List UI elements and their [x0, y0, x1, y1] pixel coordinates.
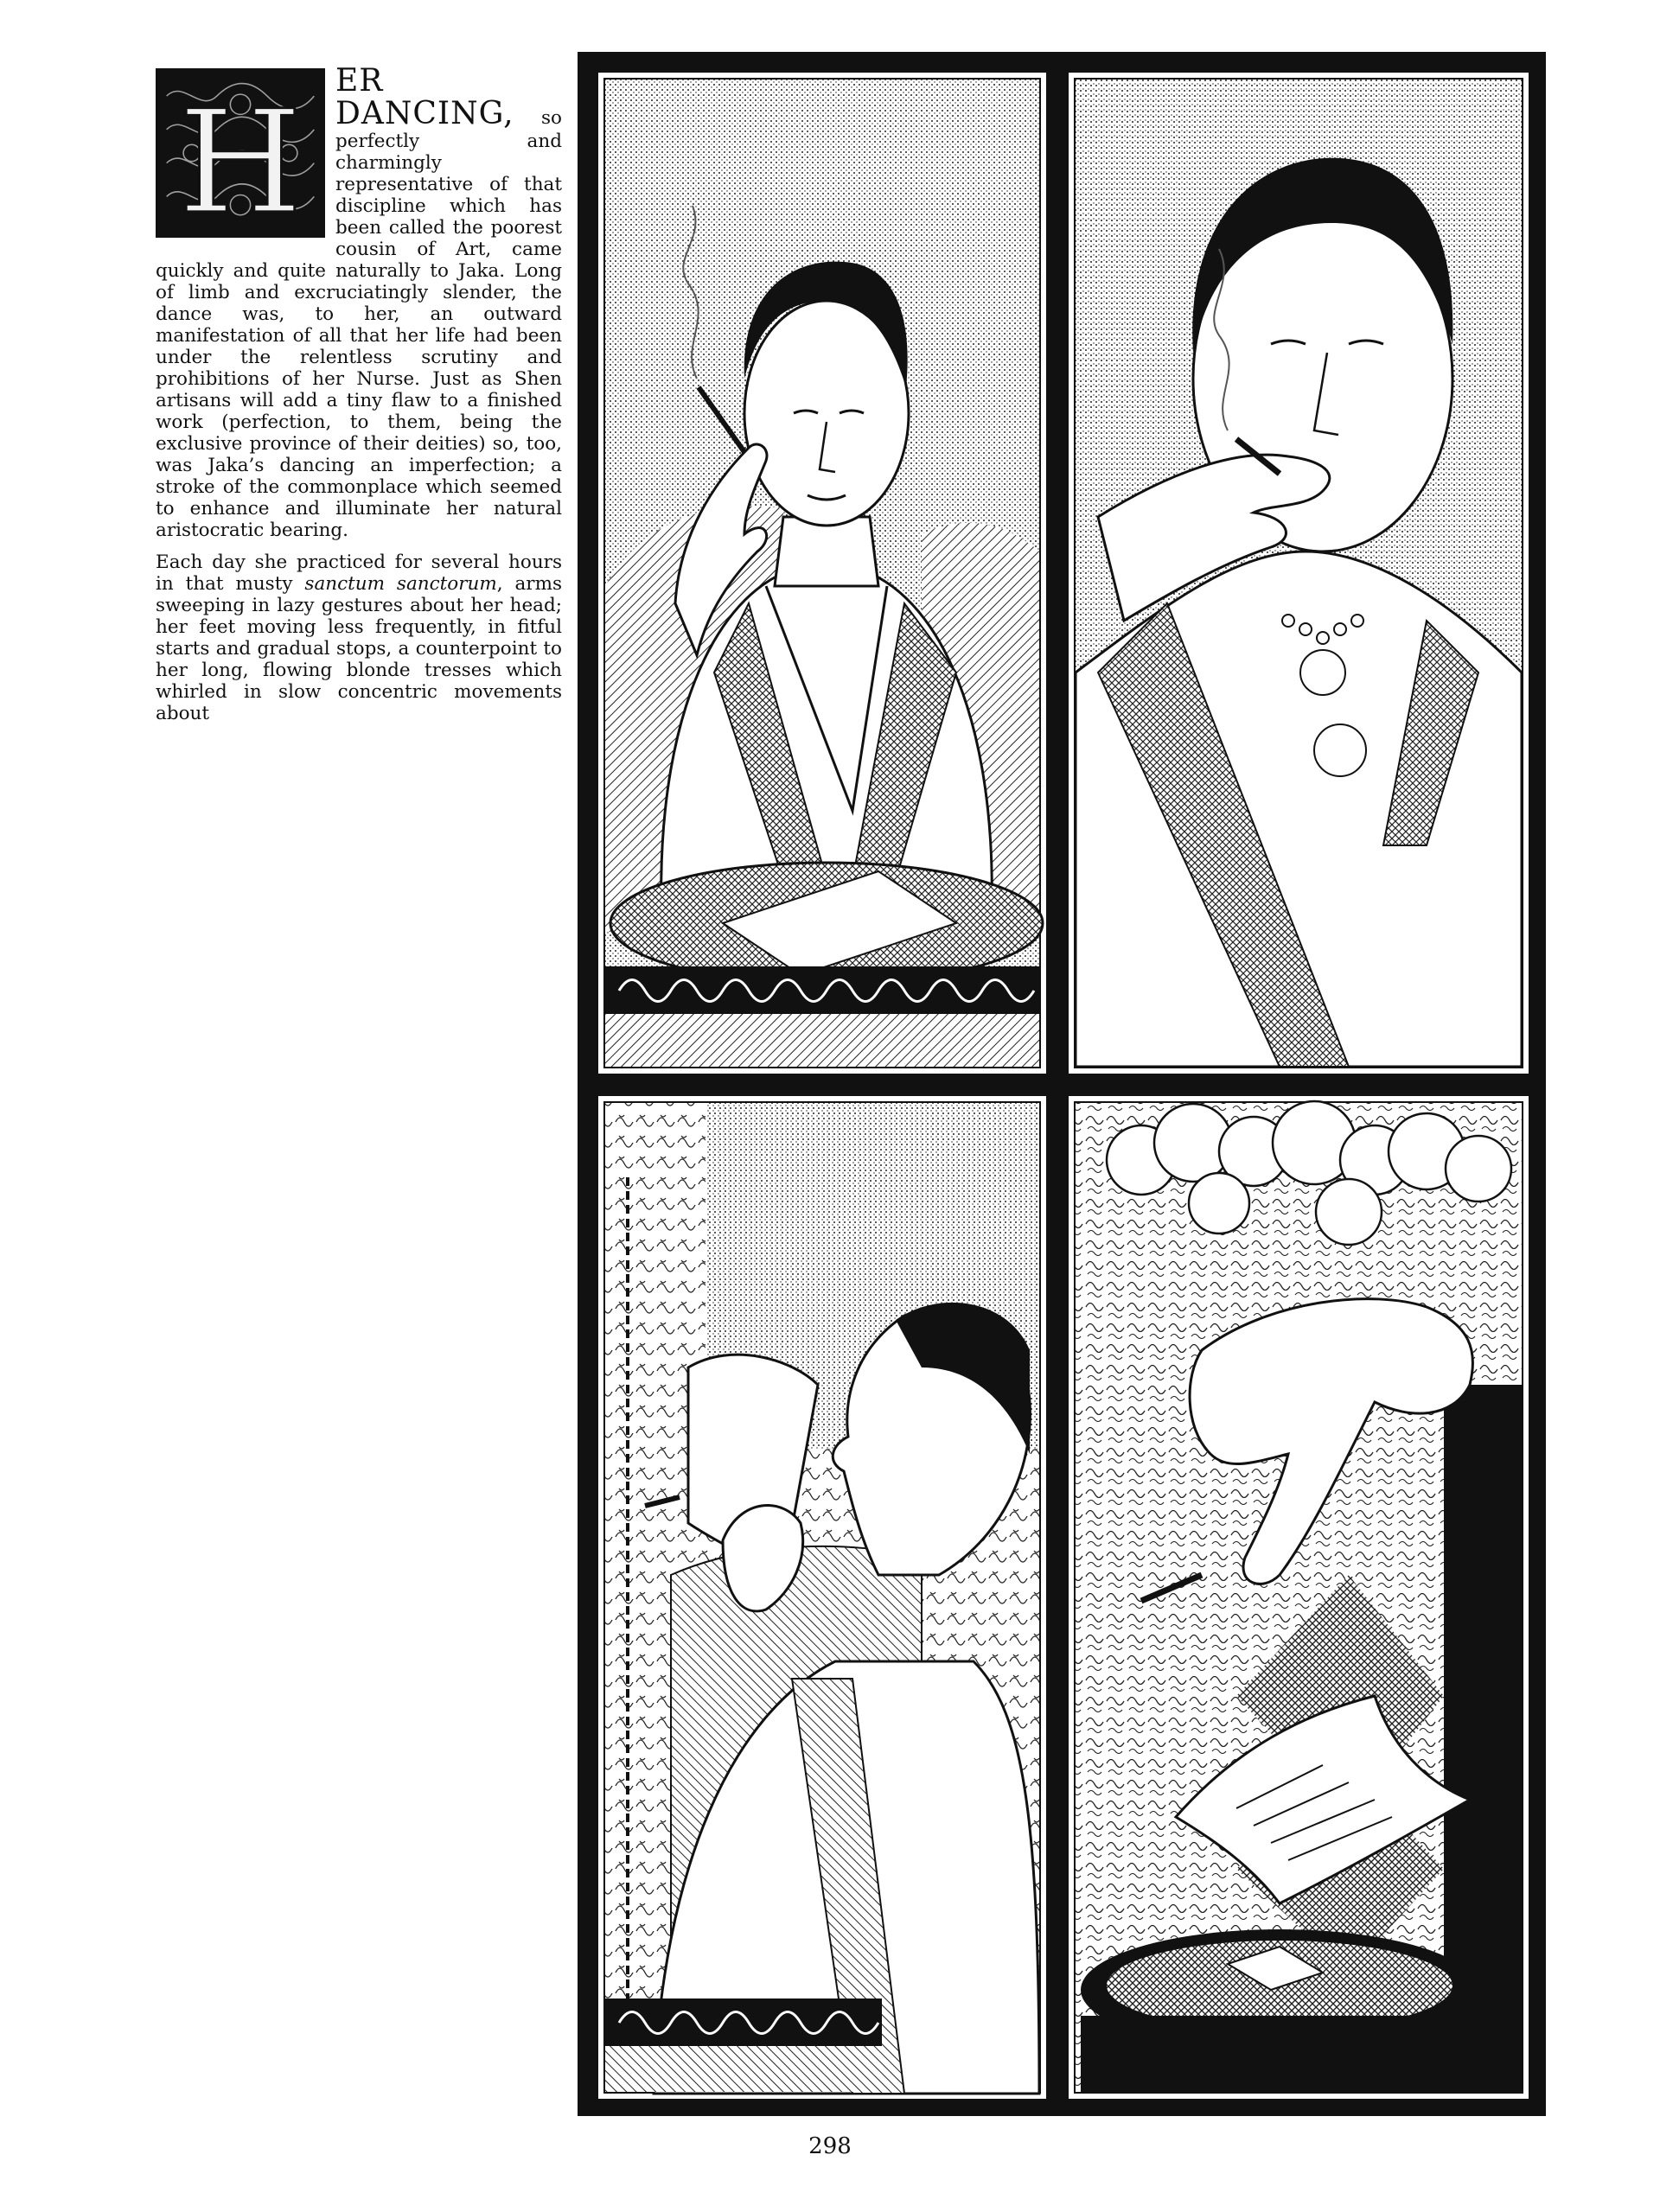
drop-cap-letter: H: [178, 79, 303, 235]
paragraph-2-text-start: Each day she practiced for several hours in that musty: [156, 551, 562, 595]
panel-4: [1063, 1091, 1534, 2104]
panel-2-illustration: [1063, 67, 1534, 1079]
text-column: [156, 65, 562, 735]
panel-2: [1063, 67, 1534, 1079]
panel-4-illustration: [1063, 1091, 1534, 2104]
paragraph-2-text-end: , arms sweeping in lazy gestures about her head; her feet moving less frequently, in fitful starts and gradual stops, a counterpoint to her long, flowing blonde tresses which whirled in slow concentric movements about: [156, 573, 562, 724]
panel-3-illustration: [593, 1091, 1051, 2104]
paragraph-1-text: so perfectly and charmingly representative of that discipline which has been called the poorest cousin of Art, came quickly and quite naturally to Jaka. Long of limb and excruciatingly slender, the dance was, to her, an outward manifestation of all that her life had been under the relentless scrutiny and prohibitions of her Nurse. Just as Shen artisans will add a tiny flaw to a finished work (perfection, to them, being the exclusive province of their deities) so, too, was Jaka’s dancing an imperfection; a stroke of the commonplace which seemed to enhance and illuminate her natural aristocratic bearing.: [156, 107, 562, 541]
drop-cap-ornament-icon: [158, 71, 322, 235]
paragraph-2-italic: sanctum sanctorum: [304, 573, 497, 595]
panel-1-illustration: [593, 67, 1051, 1079]
panel-3: [593, 1091, 1051, 2104]
drop-cap: [156, 68, 325, 238]
paragraph-2: [156, 551, 562, 724]
page-number: 298: [808, 2133, 852, 2159]
comic-panel-grid: [578, 52, 1546, 2116]
panel-1: [593, 67, 1051, 1079]
paragraph-1: [156, 65, 562, 541]
opening-smallcaps: ER DANCING,: [335, 63, 514, 131]
